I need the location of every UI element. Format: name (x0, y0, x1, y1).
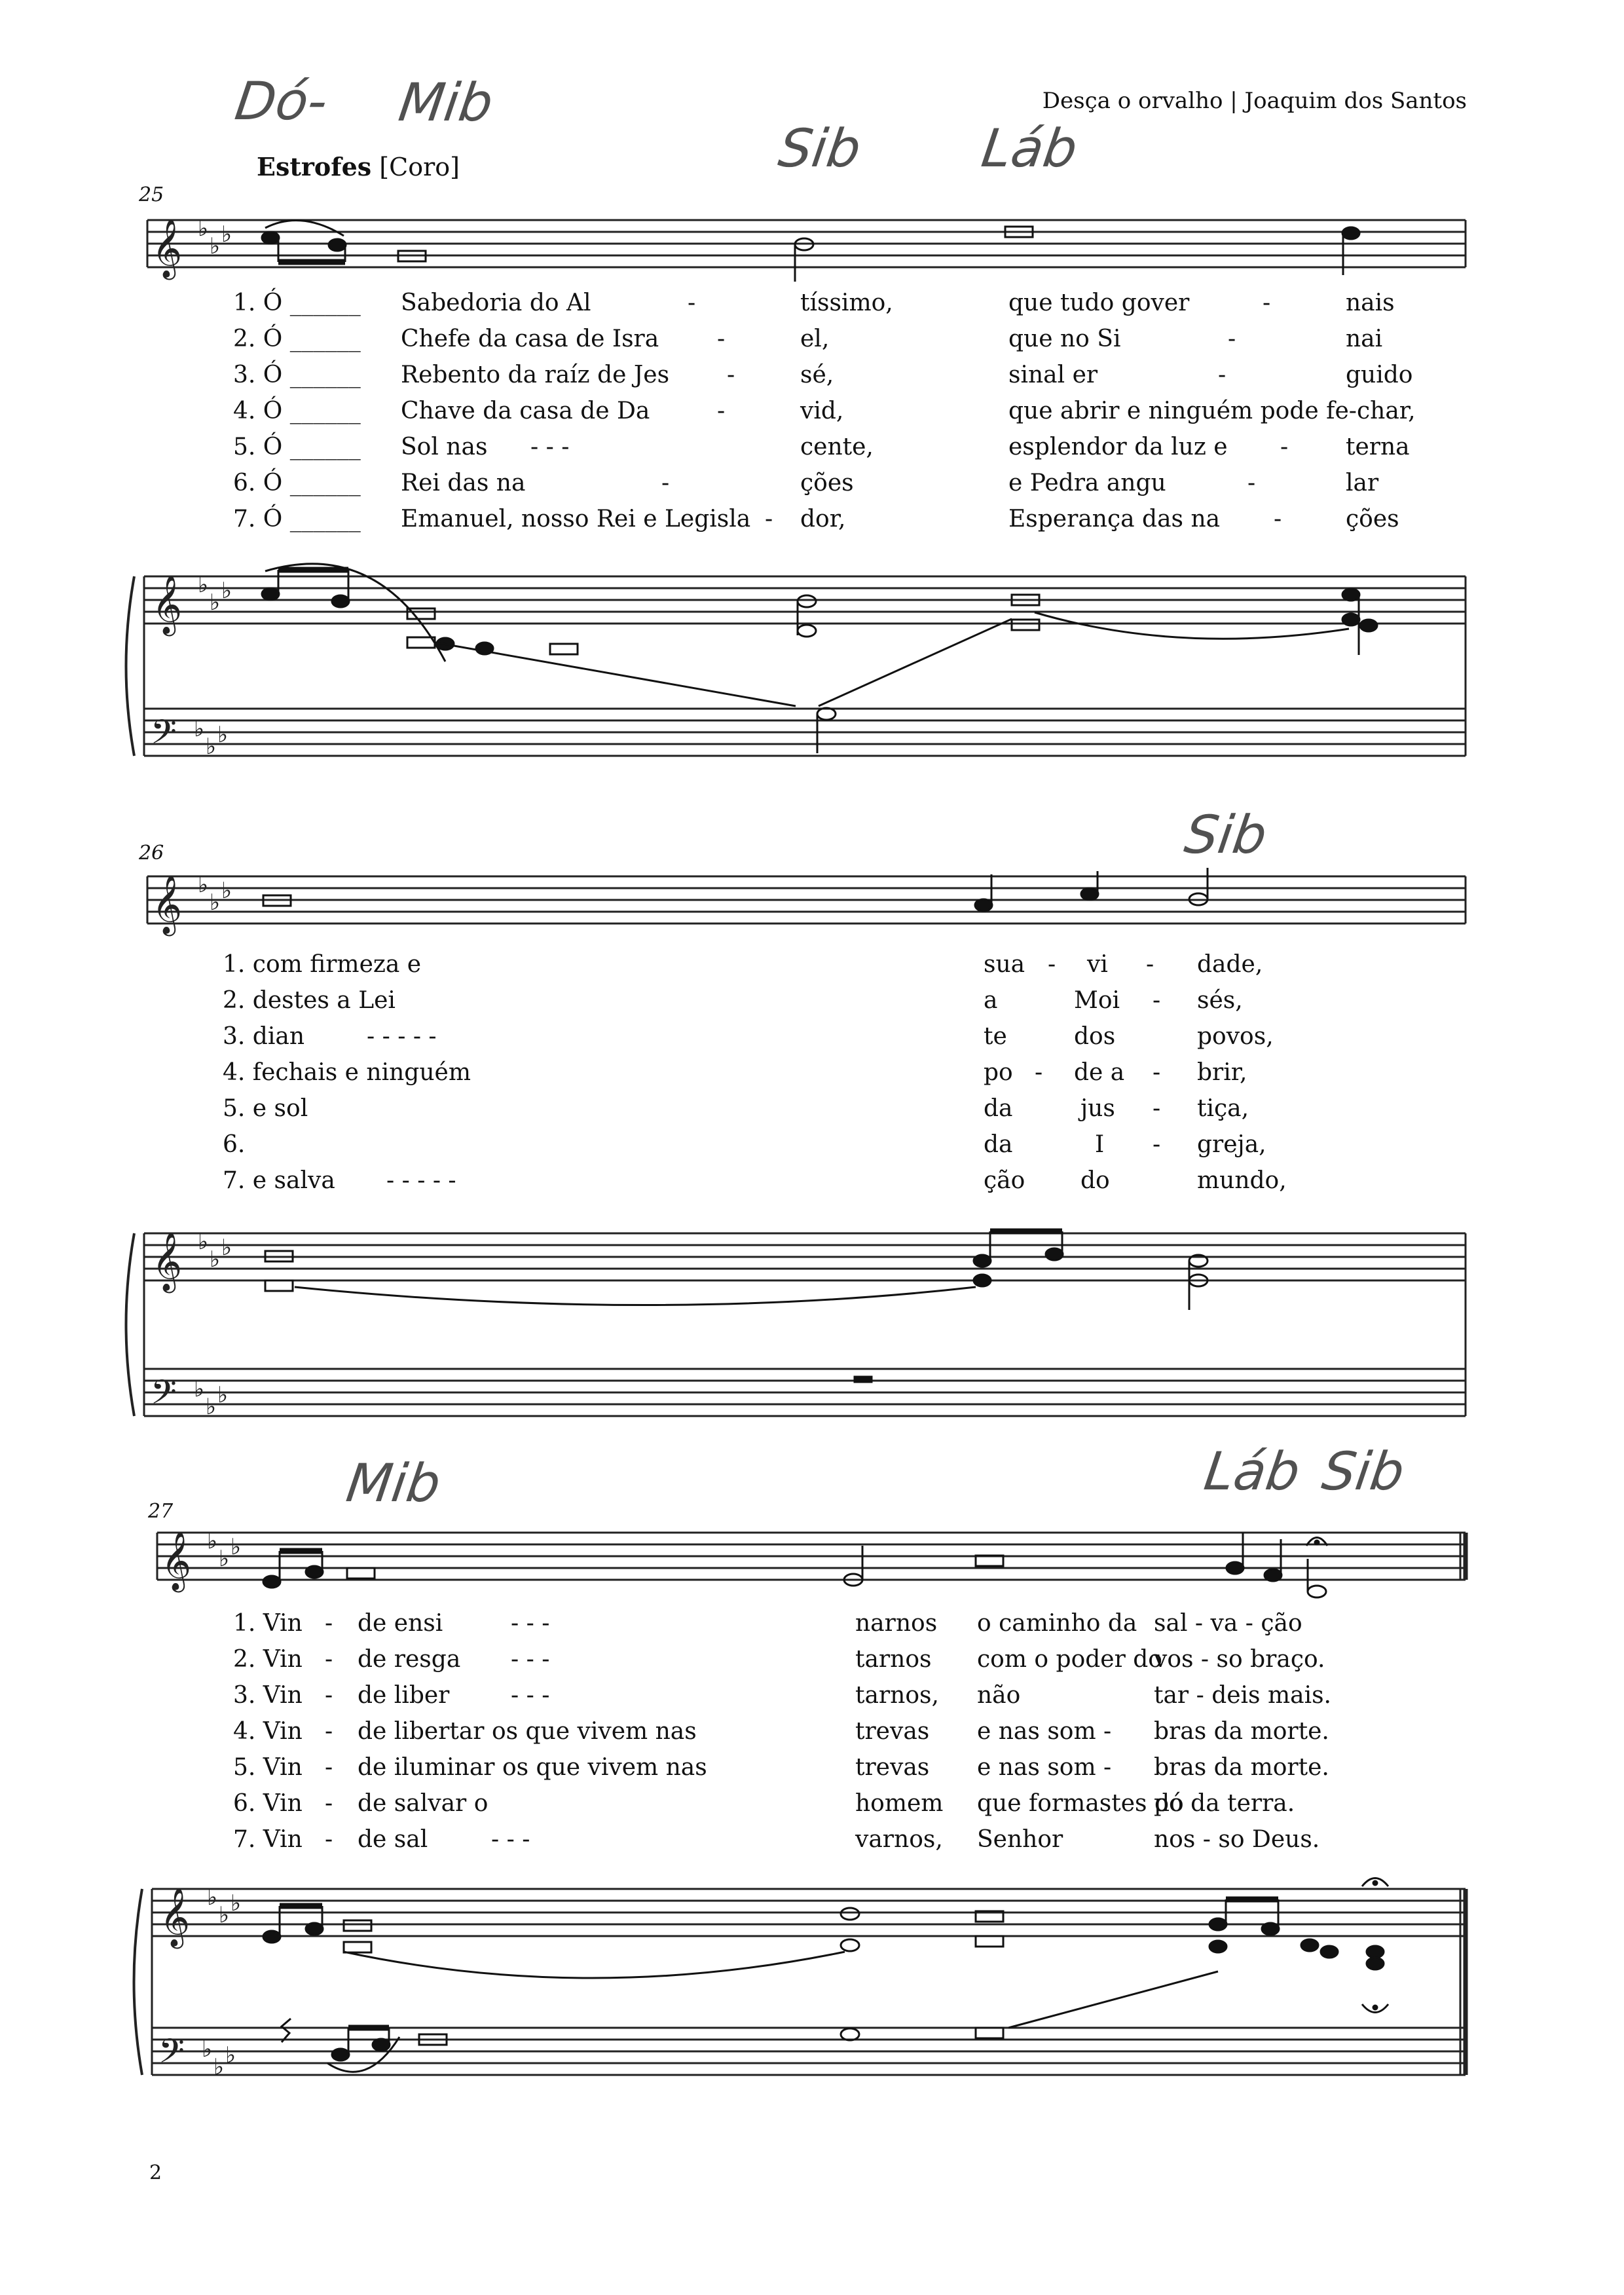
handwritten-chord: Sib (1181, 804, 1271, 865)
svg-text:♭: ♭ (194, 716, 205, 742)
lyric-text: sés, (1197, 987, 1243, 1014)
lyric-line (0, 1682, 1624, 1713)
lyric-text: - (1146, 951, 1154, 978)
lyric-text: 2. destes a Lei (223, 987, 396, 1014)
lyric-text: ções (800, 470, 854, 496)
lyric-text: Chefe da casa de Isra (401, 326, 659, 352)
svg-text:𝄢: 𝄢 (158, 2031, 185, 2079)
lyric-line (0, 398, 1624, 429)
svg-text:♭: ♭ (198, 872, 209, 898)
svg-text:♭: ♭ (231, 1534, 242, 1560)
lyric-text: de ensi (358, 1610, 443, 1637)
svg-text:𝄞: 𝄞 (161, 1531, 192, 1590)
lyric-line (0, 326, 1624, 357)
lyric-text: nais (1346, 289, 1395, 316)
lyric-text: - (1228, 326, 1236, 352)
lyric-text: bras da morte. (1154, 1754, 1329, 1781)
lyric-text: bras da morte. (1154, 1718, 1329, 1745)
lyric-line (0, 1059, 1624, 1091)
lyric-text: da (984, 1131, 1013, 1158)
section-title-rest: [Coro] (379, 153, 460, 181)
lyric-line (0, 289, 1624, 321)
lyric-text: que tudo gover (1008, 289, 1190, 316)
lyric-text: - (717, 398, 726, 424)
lyric-text: 3. Ó ______ (233, 362, 361, 388)
lyric-text: que abrir e ninguém pode fe- (1008, 398, 1357, 424)
lyric-line (0, 1826, 1624, 1857)
lyric-line (0, 1131, 1624, 1163)
lyric-text: - (325, 1826, 333, 1853)
lyric-text: Esperança das na (1008, 506, 1221, 532)
lyric-text: 5. Vin (233, 1754, 303, 1781)
lyric-text: mundo, (1197, 1167, 1287, 1194)
lyric-text: tíssimo, (800, 289, 893, 316)
lyric-text: - (325, 1682, 333, 1709)
svg-text:♭: ♭ (206, 734, 217, 760)
lyric-line (0, 470, 1624, 501)
lyric-text: do (1080, 1167, 1110, 1194)
lyric-text: varnos, (855, 1826, 943, 1853)
lyric-text: - - - (511, 1646, 550, 1673)
lyric-text: - (765, 506, 773, 532)
lyric-line (0, 362, 1624, 393)
lyric-text: tarnos (855, 1646, 932, 1673)
svg-text:♭: ♭ (213, 2054, 225, 2080)
handwritten-chord: Mib (395, 72, 497, 133)
lyric-text: que no Si (1008, 326, 1121, 352)
lyric-text: - - - (511, 1610, 550, 1637)
lyric-text: cente, (800, 434, 874, 460)
lyric-text: - (325, 1610, 333, 1637)
lyric-text: 1. Ó ______ (233, 289, 361, 316)
lyric-text: 6. (223, 1131, 246, 1158)
lyric-text: de resga (358, 1646, 461, 1673)
lyric-line (0, 951, 1624, 982)
svg-text:♭: ♭ (219, 1546, 230, 1572)
svg-text:♭: ♭ (210, 1246, 221, 1273)
lyric-text: nos - so Deus. (1154, 1826, 1320, 1853)
lyric-text: - (661, 470, 670, 496)
svg-text:♭: ♭ (221, 578, 232, 604)
lyric-text: 3. Vin (233, 1682, 303, 1709)
lyric-text: tar - deis mais. (1154, 1682, 1332, 1709)
lyric-text: - - - - - (386, 1167, 456, 1194)
lyric-text: de sal (358, 1826, 428, 1853)
measure-number: 27 (148, 1500, 174, 1523)
lyric-text: povos, (1197, 1023, 1274, 1050)
lyric-text: trevas (855, 1718, 930, 1745)
lyric-text: a (984, 987, 998, 1014)
lyric-text: Moi (1074, 987, 1120, 1014)
page-header: Desça o orvalho | Joaquim dos Santos (1042, 88, 1467, 114)
handwritten-chord: Mib (342, 1453, 445, 1514)
lyric-text: - (1274, 506, 1282, 532)
lyric-line (0, 1023, 1624, 1054)
lyric-text: pó da terra. (1154, 1790, 1295, 1817)
lyric-text: que formastes do (977, 1790, 1184, 1817)
section-title-bold: Estrofes (257, 152, 372, 181)
handwritten-chord: Sib (1318, 1441, 1409, 1502)
lyric-text: - (717, 326, 726, 352)
lyric-text: te (984, 1023, 1007, 1050)
svg-text:𝄢: 𝄢 (151, 712, 177, 760)
lyric-text: Chave da casa de Da (401, 398, 650, 424)
lyric-text: po (984, 1059, 1013, 1086)
lyric-text: 2. Vin (233, 1646, 303, 1673)
lyric-text: trevas (855, 1754, 930, 1781)
staff-2-piano-treble (144, 1233, 1466, 1280)
svg-text:𝄢: 𝄢 (151, 1372, 177, 1420)
lyric-text: dor, (800, 506, 846, 532)
lyric-text: sal - va - ção (1154, 1610, 1302, 1637)
lyric-text: Emanuel, nosso Rei e Legisla (401, 506, 751, 532)
svg-text:𝄞: 𝄞 (152, 219, 183, 278)
lyric-text: esplendor da luz e (1008, 434, 1228, 460)
lyric-text: dos (1074, 1023, 1116, 1050)
lyric-line (0, 1167, 1624, 1199)
lyric-text: greja, (1197, 1131, 1266, 1158)
lyric-text: 1. com firmeza e (223, 951, 422, 978)
measure-number: 25 (139, 183, 164, 206)
lyric-text: - (1280, 434, 1289, 460)
svg-text:𝄞: 𝄞 (152, 1232, 183, 1291)
lyric-text: lar (1346, 470, 1379, 496)
lyric-text: jus (1080, 1095, 1115, 1122)
lyric-text: vi (1087, 951, 1108, 978)
svg-text:♭: ♭ (219, 1902, 230, 1928)
lyric-text: - (325, 1790, 333, 1817)
lyric-text: - (727, 362, 735, 388)
lyric-text: sinal er (1008, 362, 1098, 388)
svg-text:♭: ♭ (221, 221, 232, 248)
lyric-text: terna (1346, 434, 1410, 460)
svg-text:♭: ♭ (210, 233, 221, 259)
lyric-text: ções (1346, 506, 1399, 532)
lyric-line (0, 987, 1624, 1018)
lyric-text: ção (984, 1167, 1025, 1194)
handwritten-chord: Sib (775, 118, 865, 179)
lyric-text: de iluminar os que vivem nas (358, 1754, 707, 1781)
lyric-text: Sol nas (401, 434, 488, 460)
lyric-text: sé, (800, 362, 834, 388)
lyric-text: vos - so braço. (1154, 1646, 1325, 1673)
svg-text:♭: ♭ (221, 878, 232, 904)
lyric-line (0, 506, 1624, 537)
lyric-text: - (325, 1754, 333, 1781)
lyric-text: 4. fechais e ninguém (223, 1059, 471, 1086)
staff-2-voice (147, 876, 1466, 924)
lyric-text: - - - - - (367, 1023, 437, 1050)
svg-text:♭: ♭ (221, 1235, 232, 1261)
lyric-text: - (1153, 1059, 1161, 1086)
svg-text:𝄞: 𝄞 (160, 1888, 191, 1947)
lyric-text: guido (1346, 362, 1413, 388)
lyric-text: 2. Ó ______ (233, 326, 361, 352)
handwritten-chord: Dó- (231, 71, 331, 132)
svg-text:♭: ♭ (217, 722, 229, 748)
lyric-text: - (1263, 289, 1271, 316)
svg-text:♭: ♭ (210, 589, 221, 616)
lyric-text: 4. Vin (233, 1718, 303, 1745)
lyric-text: com o poder do (977, 1646, 1162, 1673)
lyric-text: 5. e sol (223, 1095, 308, 1122)
staff-2-piano-bass (144, 1233, 1466, 1416)
svg-text:♭: ♭ (206, 1394, 217, 1420)
lyric-text: char, (1357, 398, 1416, 424)
lyric-text: o caminho da (977, 1610, 1137, 1637)
svg-text:♭: ♭ (231, 1890, 242, 1916)
lyric-text: e nas som - (977, 1718, 1112, 1745)
lyric-line (0, 1790, 1624, 1821)
svg-text:♭: ♭ (198, 215, 209, 242)
lyric-text: - - - (530, 434, 570, 460)
svg-text:♭: ♭ (198, 572, 209, 598)
lyric-text: 6. Vin (233, 1790, 303, 1817)
lyric-text: - (688, 289, 696, 316)
svg-text:♭: ♭ (207, 1528, 218, 1554)
lyric-text: tiça, (1197, 1095, 1249, 1122)
lyric-text: el, (800, 326, 830, 352)
lyric-line (0, 1610, 1624, 1641)
lyric-text: - - - (491, 1826, 530, 1853)
lyric-text: tarnos, (855, 1682, 939, 1709)
lyric-text: 7. Ó ______ (233, 506, 361, 532)
svg-text:𝄞: 𝄞 (152, 875, 183, 934)
lyric-text: de salvar o (358, 1790, 489, 1817)
handwritten-chord: Láb (1200, 1441, 1304, 1502)
lyric-text: - (1048, 951, 1056, 978)
svg-text:♭: ♭ (207, 1884, 218, 1911)
svg-text:♭: ♭ (217, 1382, 229, 1408)
lyric-line (0, 1646, 1624, 1677)
lyric-text: Rebento da raíz de Jes (401, 362, 670, 388)
lyric-text: - (1035, 1059, 1043, 1086)
lyric-text: 1. Vin (233, 1610, 303, 1637)
lyric-text: - - - (511, 1682, 550, 1709)
svg-text:♭: ♭ (210, 889, 221, 916)
lyric-text: Senhor (977, 1826, 1063, 1853)
measure-number: 26 (139, 842, 164, 865)
lyric-line (0, 1718, 1624, 1749)
svg-text:♭: ♭ (194, 1376, 205, 1402)
handwritten-chord: Láb (978, 118, 1081, 179)
lyric-text: 7. Vin (233, 1826, 303, 1853)
lyric-text: homem (855, 1790, 944, 1817)
svg-text:♭: ♭ (225, 2042, 236, 2068)
lyric-text: 6. Ó ______ (233, 470, 361, 496)
svg-text:♭: ♭ (202, 2036, 213, 2062)
lyric-text: de libertar os que vivem nas (358, 1718, 697, 1745)
lyric-text: Rei das na (401, 470, 526, 496)
lyric-text: 4. Ó ______ (233, 398, 361, 424)
lyric-text: nai (1346, 326, 1383, 352)
lyric-text: brir, (1197, 1059, 1247, 1086)
lyric-line (0, 1754, 1624, 1785)
lyric-text: - (1153, 1131, 1161, 1158)
lyric-text: - (325, 1646, 333, 1673)
lyric-text: - (1218, 362, 1227, 388)
lyric-text: 7. e salva (223, 1167, 335, 1194)
lyric-text: I (1095, 1131, 1105, 1158)
page-number: 2 (149, 2161, 162, 2184)
lyric-text: e Pedra angu (1008, 470, 1166, 496)
lyric-line (0, 1095, 1624, 1127)
lyric-text: - (1153, 987, 1161, 1014)
lyric-text: vid, (800, 398, 844, 424)
lyric-text: Sabedoria do Al (401, 289, 591, 316)
lyric-text: 5. Ó ______ (233, 434, 361, 460)
lyric-text: - (1247, 470, 1256, 496)
lyric-text: sua (984, 951, 1025, 978)
lyric-text: de a (1074, 1059, 1125, 1086)
lyric-text: dade, (1197, 951, 1263, 978)
lyric-text: não (977, 1682, 1021, 1709)
lyric-text: de liber (358, 1682, 450, 1709)
lyric-text: e nas som - (977, 1754, 1112, 1781)
lyric-text: - (325, 1718, 333, 1745)
svg-text:𝄞: 𝄞 (152, 575, 183, 634)
lyric-text: narnos (855, 1610, 938, 1637)
lyric-text: - (1153, 1095, 1161, 1122)
lyric-text: 3. dian (223, 1023, 304, 1050)
lyric-line (0, 434, 1624, 465)
lyric-text: da (984, 1095, 1013, 1122)
svg-text:♭: ♭ (198, 1229, 209, 1255)
